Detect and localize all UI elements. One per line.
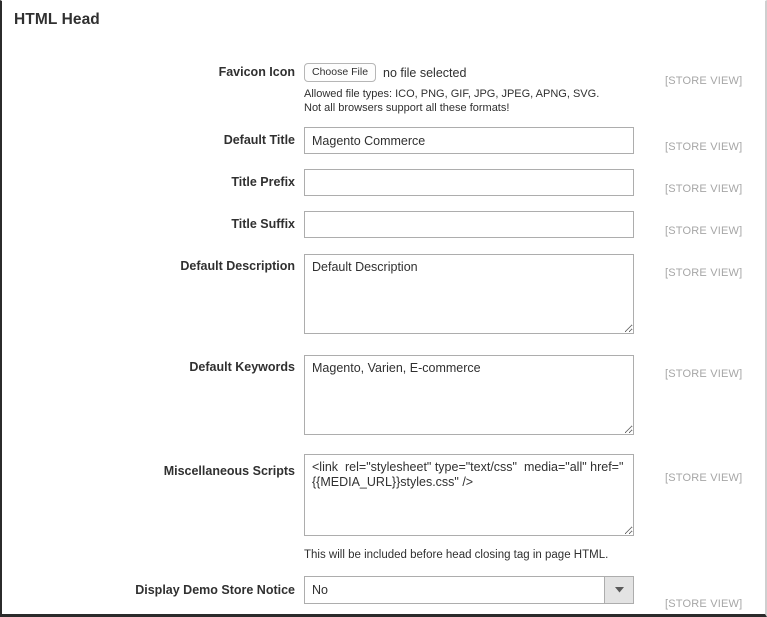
display-demo-store-notice-control: [304, 576, 634, 604]
default-description-control: [304, 254, 634, 339]
title-suffix-label: Title Suffix: [231, 217, 295, 231]
title-prefix-input[interactable]: [304, 169, 634, 196]
miscellaneous-scripts-note: This will be included before head closing tag in page HTML.: [304, 549, 609, 561]
default-keywords-textarea[interactable]: [304, 355, 634, 435]
file-upload-row: [304, 63, 604, 82]
default-title-label: Default Title: [223, 133, 295, 147]
scope-label-miscellaneous-scripts: [STORE VIEW]: [665, 472, 743, 484]
title-prefix-label: Title Prefix: [231, 175, 295, 189]
title-suffix-control: [304, 211, 634, 238]
scope-label-title-prefix: [STORE VIEW]: [665, 183, 743, 195]
scope-label-title-suffix: [STORE VIEW]: [665, 225, 743, 237]
favicon-icon-label: Favicon Icon: [218, 65, 295, 79]
scope-label-default-title: [STORE VIEW]: [665, 141, 743, 153]
title-suffix-input[interactable]: [304, 211, 634, 238]
file-status-text: no file selected: [383, 65, 467, 80]
choose-file-button[interactable]: Choose File: [304, 63, 376, 82]
default-description-label: Default Description: [180, 259, 295, 273]
default-title-control: [304, 127, 634, 154]
favicon-help-text: Allowed file types: ICO, PNG, GIF, JPG, JPEG, APNG, SVG. Not all browsers support all these formats!: [304, 88, 600, 114]
scope-label-default-description: [STORE VIEW]: [665, 267, 743, 279]
default-keywords-label: Default Keywords: [189, 360, 295, 374]
scope-label-default-keywords: [STORE VIEW]: [665, 368, 743, 380]
display-demo-store-notice-select[interactable]: [304, 576, 634, 604]
page-title: HTML Head: [14, 11, 100, 28]
title-prefix-control: [304, 169, 634, 196]
default-keywords-control: [304, 355, 634, 440]
miscellaneous-scripts-control: [304, 454, 634, 562]
miscellaneous-scripts-textarea[interactable]: [304, 454, 634, 536]
scope-label-favicon: [STORE VIEW]: [665, 75, 743, 87]
scope-label-display-demo-store-notice: [STORE VIEW]: [665, 598, 743, 610]
display-demo-store-notice-label: Display Demo Store Notice: [135, 583, 295, 597]
favicon-icon-control: [304, 63, 604, 115]
default-title-input[interactable]: [304, 127, 634, 154]
default-description-textarea[interactable]: [304, 254, 634, 334]
miscellaneous-scripts-label: Miscellaneous Scripts: [163, 464, 295, 478]
